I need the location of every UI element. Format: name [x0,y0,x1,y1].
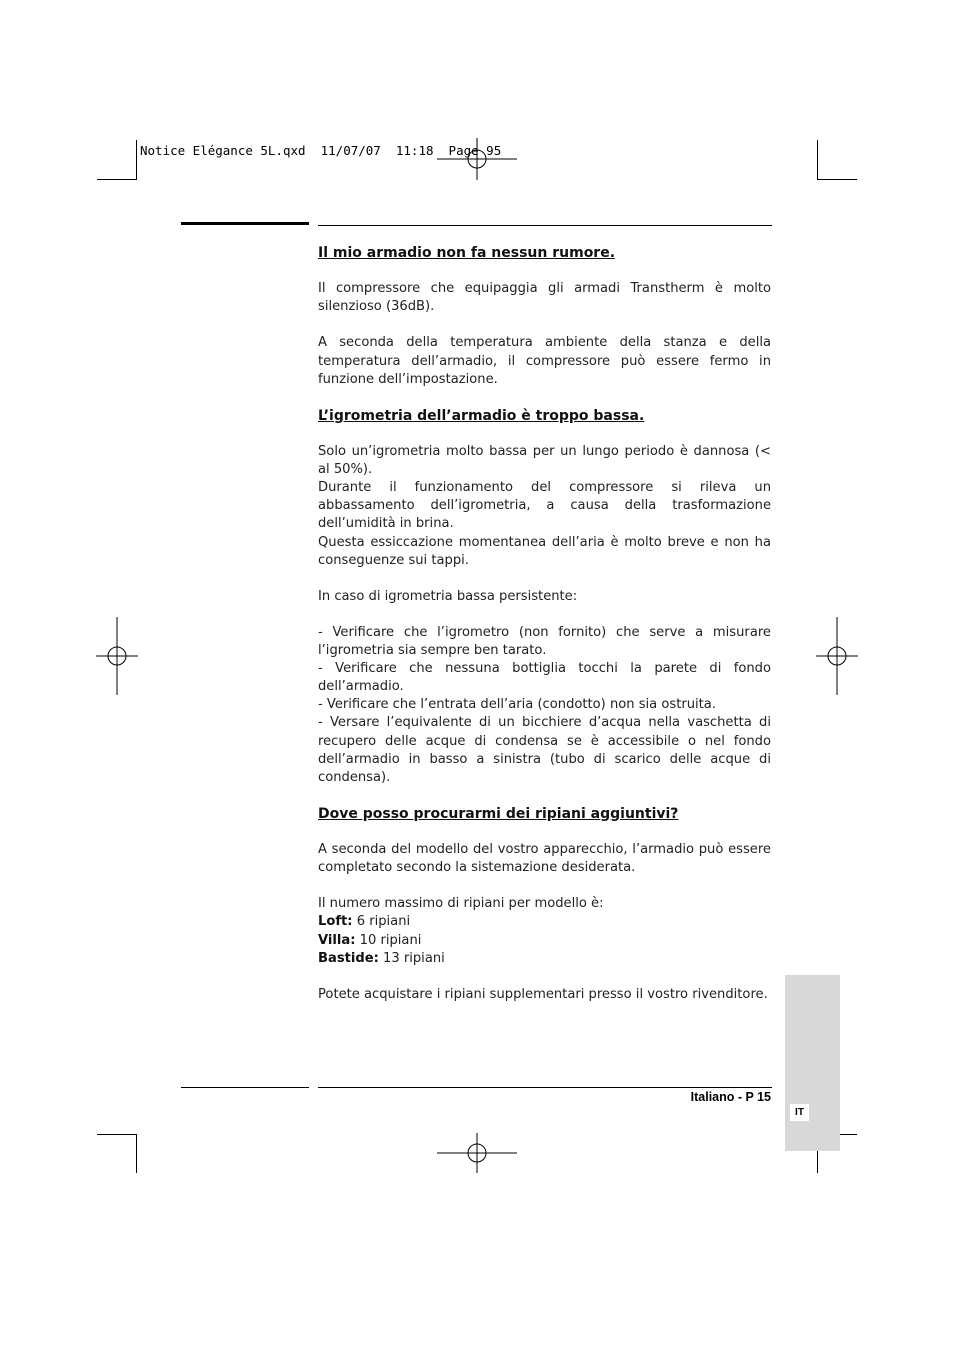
registration-mark-bottom [437,1133,517,1173]
crop-mark-top-left-v [136,140,137,180]
paragraph: In caso di igrometria bassa persistente: [318,588,578,604]
paragraph: Questa essiccazione momentanea dell’aria è molto breve e non ha conseguenze sui tappi. [318,534,771,568]
model-name: Loft: [318,914,353,930]
model-value: 6 ripiani [356,914,411,930]
language-tab [785,975,840,1151]
crop-mark-bottom-left-h [97,1134,137,1135]
model-value: 13 ripiani [383,950,445,966]
list-item: - Verificare che nessuna bottiglia tocchi la parete di fondo dell’armadio. [318,661,771,695]
paragraph: Solo un’igrometria molto bassa per un lungo periodo è dannosa (< al 50%). [318,444,771,478]
model-name: Bastide: [318,950,379,966]
registration-mark-right [816,617,858,695]
list-item: - Verificare che l’entrata dell’aria (condotto) non sia ostruita. [318,697,716,713]
section-heading-noise: Il mio armadio non fa nessun rumore. [318,245,616,261]
model-value: 10 ripiani [359,932,422,948]
crop-mark-bottom-left-v [136,1134,137,1173]
crop-mark-top-right-v [817,140,818,180]
header-rule-thin [318,225,772,226]
paragraph: Il numero massimo di ripiani per modello è: [318,896,604,912]
paragraph: A seconda della temperatura ambiente della stanza e della temperatura dell’armadio, il compressore può essere fermo in funzione dell’impostazione. [318,335,771,387]
language-tab-label: IT [790,1104,809,1121]
main-content [318,244,771,1004]
registration-mark-left [96,617,138,695]
section-heading-shelves: Dove posso procurarmi dei ripiani aggiuntivi? [318,805,679,822]
model-row-villa [318,932,771,950]
list-item: - Versare l’equivalente di un bicchiere d’acqua nella vaschetta di recupero delle acque di condensa se è accessibile o nel fondo dell’armadio in basso a sinistra (tubo di scarico delle acque di condensa). [318,715,771,785]
model-row-bastide [318,950,771,968]
footer-rule-right [318,1087,772,1088]
footer-rule-left [181,1087,309,1088]
print-slug: Notice Elégance 5L.qxd 11/07/07 11:18 Page 95 [140,143,502,158]
paragraph: Potete acquistare i ripiani supplementari presso il vostro rivenditore. [318,986,768,1002]
model-row-loft [318,913,771,931]
paragraph: A seconda del modello del vostro apparecchio, l’armadio può essere completato secondo la sistemazione desiderata. [318,842,771,876]
page-number-label: Italiano - P 15 [690,1090,771,1104]
header-rule-thick [181,222,309,225]
section-heading-hygrometry: L’igrometria dell’armadio è troppo bassa. [318,407,645,424]
paragraph: Il compressore che equipaggia gli armadi Transtherm è molto silenzioso (36dB). [318,281,771,315]
list-item: - Verificare che l’igrometro (non fornito) che serve a misurare l’igrometria sia sempre ben tarato. [318,624,771,659]
paragraph: Durante il funzionamento del compressore si rileva un abbassamento dell’igrometria, a causa della trasformazione dell’umidità in brina. [318,480,771,532]
crop-mark-top-right-h [817,179,857,180]
crop-mark-top-left-h [97,179,137,180]
model-name: Villa: [318,932,356,948]
